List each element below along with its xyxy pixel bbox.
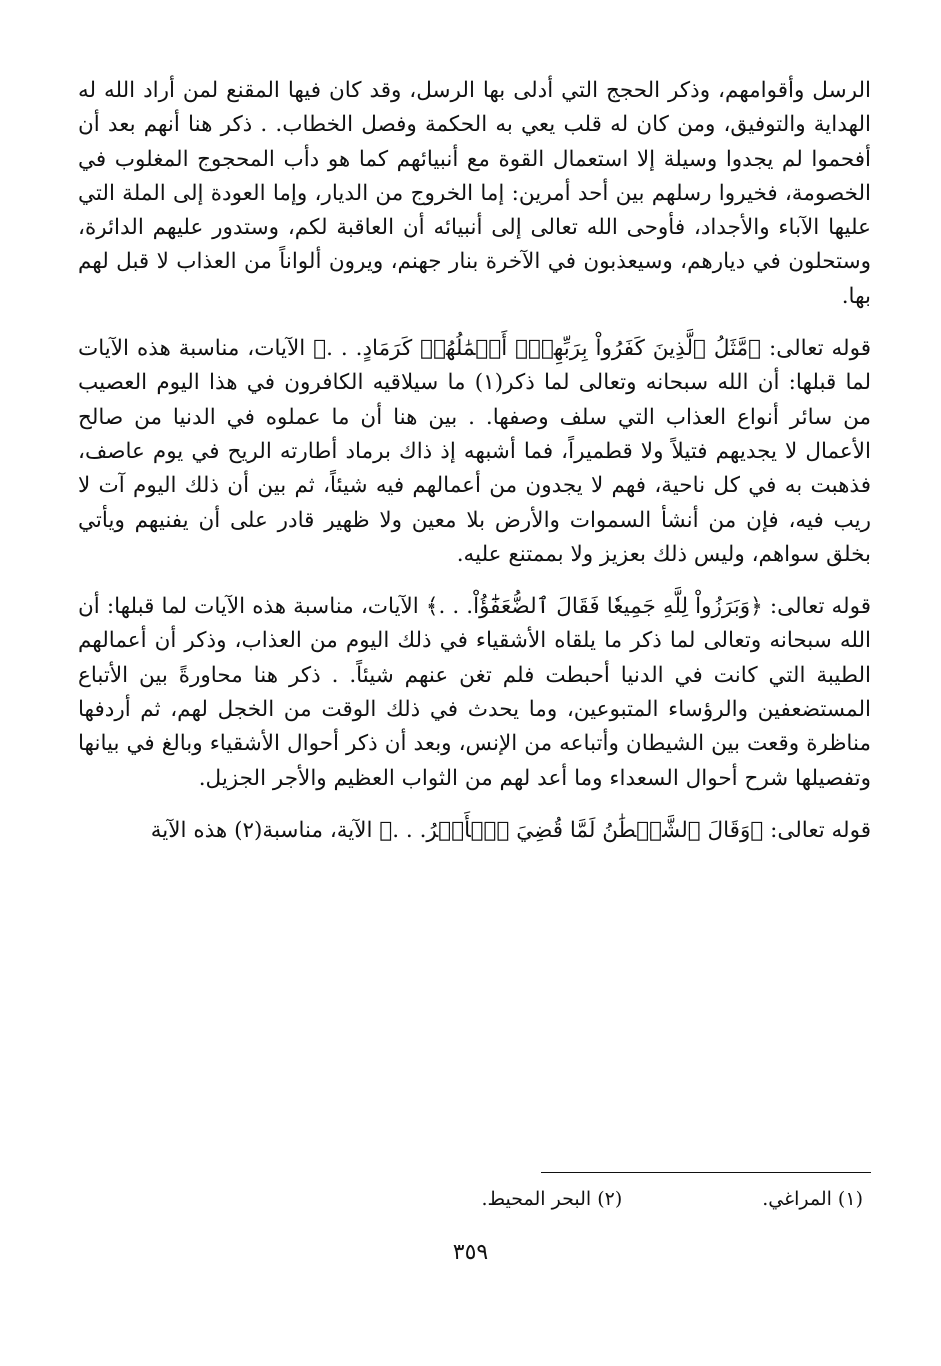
paragraph-2: قوله تعالى: ﴿مَّثَلُ ٱلَّذِينَ كَفَرُواْ بِرَبِّهِمْۖ أَعۡمَٰلُهُمۡ كَرَمَادٍ. . .﴾ الآيات، مناسبة هذه الآيات لما قبلها: أن الله سبحانه وتعالى لما ذكر(١) ما سيلاقيه الكافرون في هذا اليوم العصيب من سائر أنواع العذاب التي سلف وصفها. . بين هنا أن ما عملوه في الدنيا من صالح الأعمال لا يجديهم فتيلاً ولا قطميراً، فما أشبهه إذ ذاك برماد أطارته الريح في يوم عاصف، فذهبت به في كل ناحية، فهم لا يجدون من أعمالهم فيه شيئاً، ثم بين أن ذلك اليوم آت لا ريب فيه، فإن من أنشأ السموات والأرض بلا معين ولا ظهير قادر على أن يفنيهم ويأتي بخلق سواهم، وليس ذلك بعزيز ولا بممتنع عليه. — [78, 336, 872, 567]
paragraph-4: قوله تعالى: ﴿وَقَالَ ٱلشَّيۡطَٰنُ لَمَّا قُضِيَ ٱلۡأَمۡرُ. . .﴾ الآية، مناسبة(٢) هذه الآية — [150, 817, 871, 843]
paragraph-3: قوله تعالى: ﴿وَبَرَزُواْ لِلَّهِ جَمِيعٗا فَقَالَ ٱلضُّعَفَٰٓؤُاْ. . .﴾ الآيات، مناسبة هذه الآيات لما قبلها: أن الله سبحانه وتعالى لما ذكر ما يلقاه الأشقياء في ذلك اليوم من العذاب، وذكر أن أعمالهم الطيبة التي كانت في الدنيا أحبطت فلم تغن عنهم شيئاً. . ذكر هنا محاورةً بين الأتباع المستضعفين والرؤساء المتبوعين، وما يحدث في ذلك الوقت من الخجل لهم، ثم أردفها مناظرة وقعت بين الشيطان وأتباعه من الإنس، وبعد أن ذكر أحوال الأشقياء وبالغ في بيانها وتفصيلها شرح أحوال السعداء وما أعد لهم من الثواب العظيم والأجر الجزيل. — [78, 594, 871, 791]
page-number: ٣٥٩ — [452, 1240, 489, 1265]
footnote-2: (٢) البحر المحيط. — [481, 1188, 623, 1210]
footnotes — [83, 1188, 863, 1210]
paragraph-1: الرسل وأقوامهم، وذكر الحجج التي أدلى بها الرسل، وقد كان فيها المقنع لمن أراد الله له الهداية والتوفيق، ومن كان له قلب يعي به الحكمة وفصل الخطاب. . ذكر هنا أنهم بعد أن أفحموا لم يجدوا وسيلة إلا استعمال القوة مع أنبيائهم كما هو دأب المحجوج المغلوب في الخصومة، فخيروا رسلهم بين أحد أمرين: إما الخروج من الديار، وإما العودة إلى الملة التي عليها الآباء والأجداد، فأوحى الله تعالى إلى أنبيائه أن العاقبة لكم، وستدور عليهم الدائرة، وستحلون في ديارهم، وسيعذبون في الآخرة بنار جهنم، ويرون ألواناً من العذاب لا قبل لهم بها. — [78, 78, 871, 309]
footnote-divider — [541, 1172, 871, 1173]
footnote-1: (١) المراغي. — [762, 1188, 863, 1210]
